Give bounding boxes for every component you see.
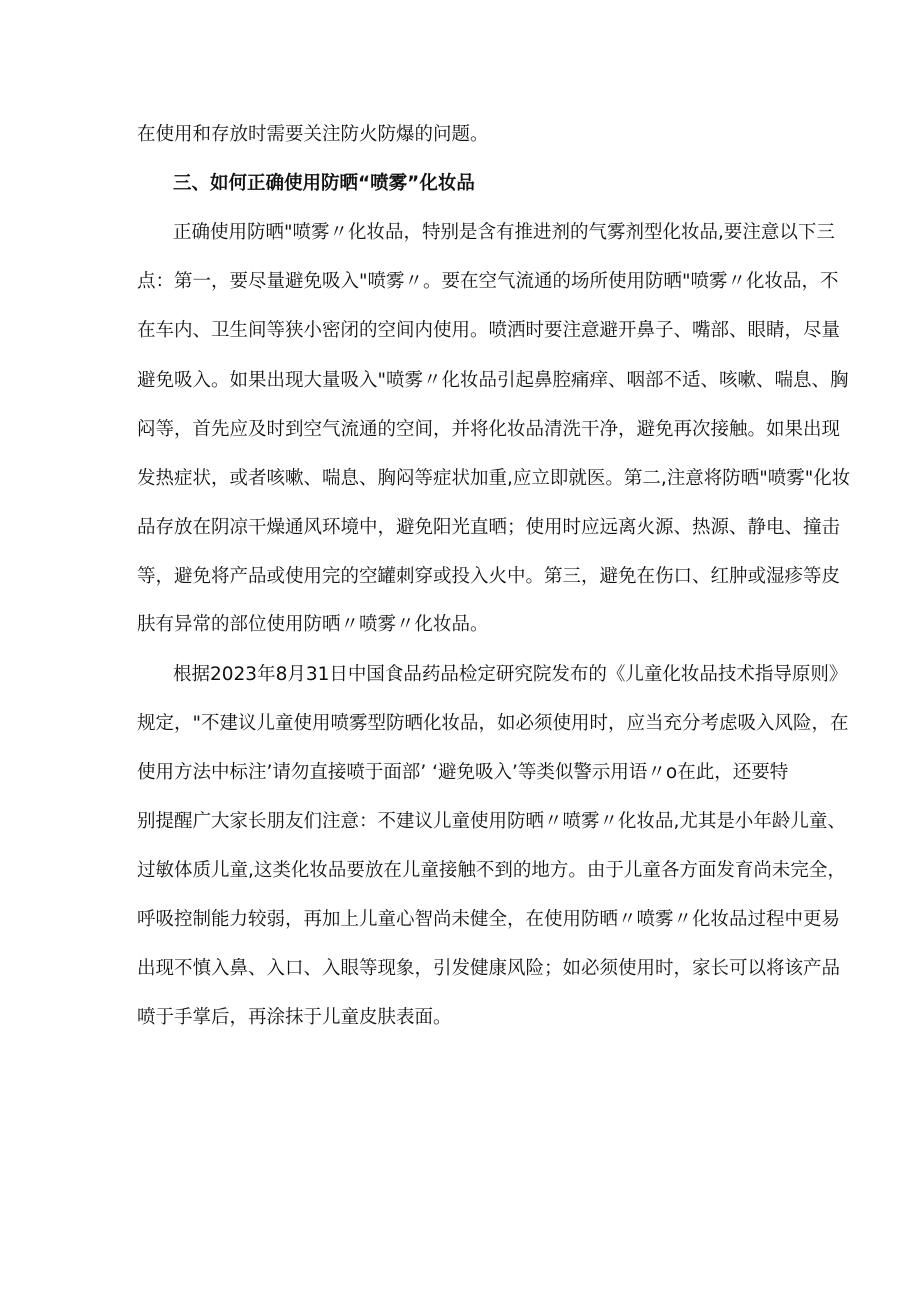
paragraph1-line-2: 点：第一，要尽量避免吸入"喷雾〃。要在空气流通的场所使用防晒"喷雾〃化妆品，不 [137, 271, 839, 292]
paragraph1-line-5: 闷等，首先应及时到空气流通的空间，并将化妆品清洗干净，避免再次接触。如果出现 [137, 419, 841, 440]
paragraph2-line-1: 根据2023年8月31日中国食品药品检定研究院发布的《儿童化妆品技术指导原则》 [173, 664, 848, 685]
paragraph1-line-7: 品存放在阴凉干燥通风环境中，避免阳光直晒；使用时应远离火源、热源、静电、撞击 [137, 517, 841, 538]
paragraph2-line-2: 规定，"不建议儿童使用喷雾型防晒化妆品，如必须使用时，应当充分考虑吸入风险，在 [137, 713, 849, 734]
paragraph2-line-4: 别提醒广大家长朋友们注意：不建议儿童使用防晒〃喷雾〃化妆品,尤其是小年龄儿童、 [137, 811, 846, 832]
section-heading: 三、如何正确使用防晒“喷雾”化妆品 [173, 173, 475, 194]
intro-tail-line: 在使用和存放时需要关注防火防爆的问题。 [137, 124, 489, 145]
paragraph2-line-8: 喷于手掌后，再涂抹于儿童皮肤表面。 [137, 1007, 452, 1028]
paragraph2-line-5: 过敏体质儿童,这类化妆品要放在儿童接触不到的地方。由于儿童各方面发育尚未完全， [137, 860, 846, 881]
paragraph1-line-8: 等，避免将产品或使用完的空罐刺穿或投入火中。第三，避免在伤口、红肿或湿疹等皮 [137, 566, 841, 587]
paragraph1-line-6: 发热症状，或者咳嗽、喘息、胸闷等症状加重,应立即就医。第二,注意将防晒"喷雾"化妆 [137, 468, 851, 489]
paragraph2-line-3: 使用方法中标注’请勿直接喷于面部’ ‘避免吸入’等类似警示用语〃o在此，还要特 [137, 762, 789, 783]
paragraph1-line-4: 避免吸入。如果出现大量吸入"喷雾〃化妆品引起鼻腔痛痒、咽部不适、咳嗽、喘息、胸 [137, 370, 849, 391]
paragraph1-line-1: 正确使用防晒"喷雾〃化妆品，特别是含有推进剂的气雾剂型化妆品,要注意以下三 [173, 222, 835, 243]
paragraph2-line-6: 呼吸控制能力较弱，再加上儿童心智尚未健全，在使用防晒〃喷雾〃化妆品过程中更易 [137, 909, 841, 930]
paragraph1-line-9: 肤有异常的部位使用防晒〃喷雾〃化妆品。 [137, 614, 489, 635]
paragraph1-line-3: 在车内、卫生间等狭小密闭的空间内使用。喷洒时要注意避开鼻子、嘴部、眼睛，尽量 [137, 320, 841, 341]
paragraph2-line-7: 出现不慎入鼻、入口、入眼等现象，引发健康风险；如必须使用时，家长可以将该产品 [137, 958, 841, 979]
